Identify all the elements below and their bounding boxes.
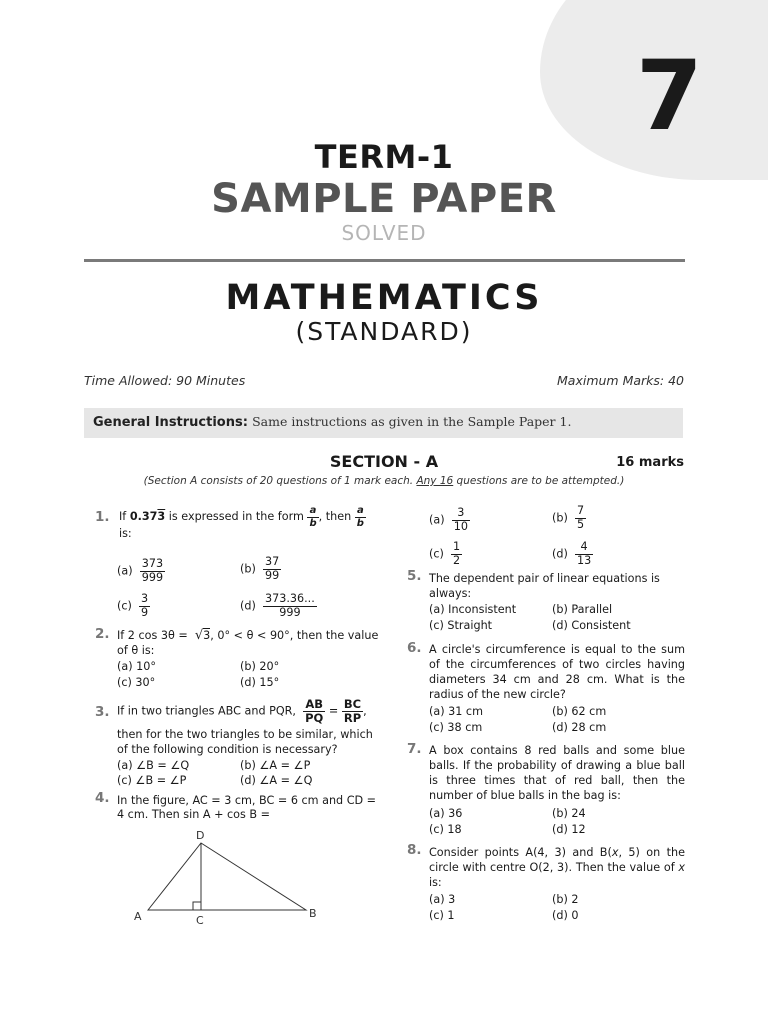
option-c: (c) 18 (429, 823, 462, 836)
fraction: $\frac{a}{b}$ (309, 505, 317, 529)
question-2-stem: If 2 cos 3θ = √3, 0° < θ < 90°, then the value (117, 628, 379, 643)
option-b: (b) $\frac{37}{99}$ (240, 555, 280, 582)
fraction: $\frac{3}{10}$ (453, 506, 468, 533)
note-text: (Section A consists of 20 questions of 1 mark each. (143, 475, 417, 487)
option-a: (a) 10° (117, 660, 156, 673)
q-text: always: (429, 587, 472, 600)
subject-title: MATHEMATICS (225, 278, 543, 318)
fraction: $\frac{a}{b}$ (356, 505, 364, 529)
note-text: questions are to be attempted.) (453, 475, 625, 487)
q-text: Consider points A(4, 3) and B(x, 5) on the circle with centre O(2, 3). Then the value of x is: (429, 846, 686, 889)
option-b: (b) Parallel (552, 603, 613, 616)
option-a: (a) Inconsistent (429, 603, 517, 616)
option-c: (c) Straight (429, 619, 493, 632)
vertex-a-label: A (134, 910, 142, 923)
question-3-stem: If in two triangles ABC and PQR, $\frac{AB}{PQ}$ = $\frac{BC}{RP}$ , (117, 697, 367, 726)
option-b: (b) ∠A = ∠P (240, 759, 311, 772)
q-text: A box contains 8 red balls and some blue balls. If the probability of drawing a blue ball is three times that of red ball, then the number of blue balls in the bag is: (429, 744, 685, 802)
section-title: SECTION - A (329, 452, 439, 471)
maximum-marks: Maximum Marks: 40 (557, 373, 684, 388)
subject-variant: (STANDARD) (295, 317, 473, 346)
paper-number: 7 (636, 40, 703, 152)
note-underlined: Any 16 (416, 475, 454, 487)
instructions-label: General Instructions: (93, 415, 248, 430)
paper-title: SAMPLE PAPER (211, 176, 557, 222)
fraction: $\frac{373}{999}$ (141, 557, 164, 584)
q-text: of θ is: (117, 644, 155, 657)
instructions-text: Same instructions as given in the Sample Paper 1. (252, 414, 572, 429)
section-note (0, 475, 768, 487)
q-text: of the following condition is necessary? (117, 743, 338, 756)
question-number: 1. (95, 509, 110, 525)
question-number: 3. (95, 704, 110, 720)
option-d: (d) 28 cm (552, 721, 607, 734)
vertex-d-label: D (196, 829, 205, 842)
question-number: 5. (407, 568, 422, 584)
term-heading: TERM-1 (314, 138, 454, 176)
paper-status: SOLVED (341, 221, 427, 245)
q-text: 4 cm. Then sin A + cos B = (117, 808, 270, 821)
q-text: In the figure, AC = 3 cm, BC = 6 cm and CD = (117, 794, 377, 807)
question-number: 6. (407, 640, 422, 656)
q-text: is: (119, 527, 132, 540)
option-a: (a) ∠B = ∠Q (117, 759, 190, 772)
q-text: A circle's circumference is equal to the sum of the circumferences of two circles having diameters 34 cm and 28 cm. What is the radius of the new circle? (429, 643, 685, 701)
question-number: 7. (407, 741, 422, 757)
option-a: (a) 36 (429, 807, 463, 820)
triangle-figure (130, 826, 330, 926)
option-d: (d) 0 (552, 909, 579, 922)
fraction: $\frac{BC}{RP}$ (343, 697, 362, 726)
option-b: (b) 24 (552, 807, 586, 820)
option-a: (a) $\frac{373}{999}$ (117, 557, 164, 584)
option-d: (d) Consistent (552, 619, 631, 632)
time-allowed: Time Allowed: 90 Minutes (84, 373, 246, 388)
option-c: (c) 1 (429, 909, 455, 922)
option-d: (d) ∠A = ∠Q (240, 774, 313, 787)
option-a: (a) $\frac{3}{10}$ (429, 506, 468, 533)
fraction: $\frac{1}{2}$ (453, 540, 461, 567)
fraction: $\frac{4}{13}$ (576, 540, 592, 567)
option-c: (c) $\frac{1}{2}$ (429, 540, 461, 567)
recurring-decimal (130, 510, 165, 523)
option-b: (b) 62 cm (552, 705, 607, 718)
vertex-c-label: C (196, 914, 204, 926)
divider (84, 259, 685, 262)
question-1-stem (119, 505, 366, 529)
option-a: (a) 31 cm (429, 705, 483, 718)
fraction: $\frac{AB}{PQ}$ (305, 697, 324, 726)
option-d: (d) 15° (240, 676, 280, 689)
fraction: $\frac{3}{9}$ (141, 592, 149, 619)
question-number: 8. (407, 842, 422, 858)
fraction: $\frac{373.36...}{999}$ (264, 592, 315, 619)
right-angle-mark (193, 902, 201, 910)
q-text: 3 (157, 510, 166, 523)
fraction: $\frac{37}{99}$ (264, 555, 280, 582)
option-d: (d) $\frac{4}{13}$ (552, 540, 592, 567)
option-c: (c) 38 cm (429, 721, 483, 734)
q-text: then for the two triangles to be similar, which (117, 728, 373, 741)
q-text: 0.37 (129, 510, 158, 523)
option-b: (b) $\frac{7}{5}$ (552, 504, 585, 531)
option-c: (c) 30° (117, 676, 156, 689)
q-text: The dependent pair of linear equations is (429, 572, 660, 585)
vertex-b-label: B (309, 907, 317, 920)
option-c: (c) $\frac{3}{9}$ (117, 592, 149, 619)
section-marks: 16 marks (616, 455, 684, 470)
question-number: 4. (95, 790, 110, 806)
question-number: 2. (95, 626, 110, 642)
option-a: (a) 3 (429, 893, 456, 906)
q-text: If (119, 510, 127, 523)
triangle-abd (148, 843, 306, 910)
q-text: , then (318, 510, 352, 523)
option-d: (d) $\frac{373.36...}{999}$ (240, 592, 315, 619)
fraction: $\frac{7}{5}$ (576, 504, 585, 531)
option-b: (b) 2 (552, 893, 579, 906)
option-b: (b) 20° (240, 660, 280, 673)
option-c: (c) ∠B = ∠P (117, 774, 187, 787)
q-text: is expressed in the form (168, 510, 304, 523)
general-instructions (84, 408, 683, 438)
option-d: (d) 12 (552, 823, 586, 836)
